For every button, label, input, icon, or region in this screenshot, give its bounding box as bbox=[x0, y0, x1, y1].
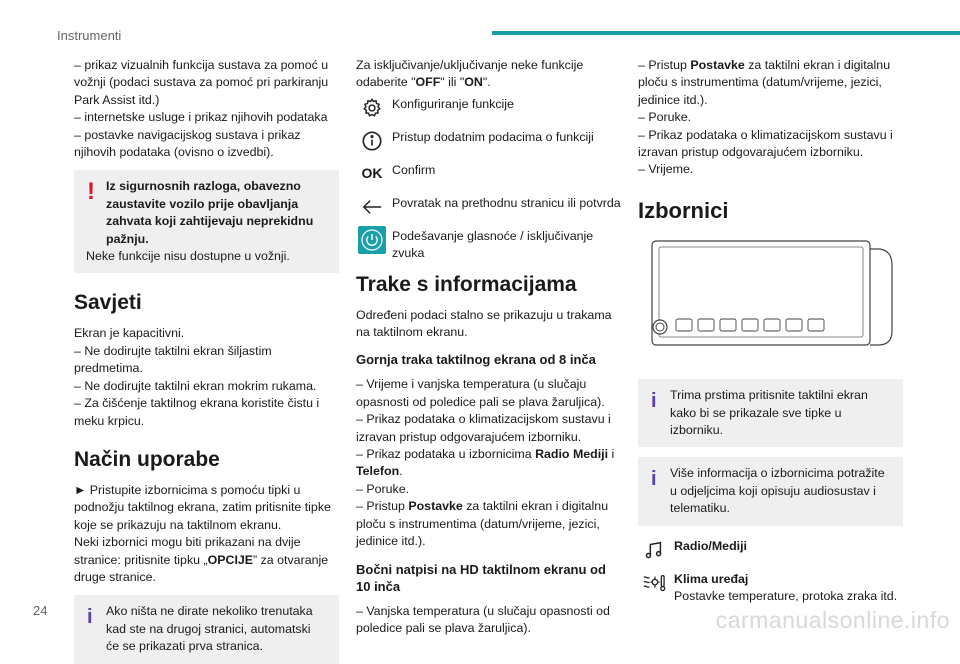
info-text: Trima prstima pritisnite taktilni ekran kako bi se prikazale sve tipke u izborniku. bbox=[670, 388, 868, 438]
function-label: Konfiguriranje funkcije bbox=[392, 96, 514, 111]
text-line: – internetske usluge i prikaz njihovih podataka bbox=[74, 110, 328, 125]
info-text: Ako ništa ne dirate nekoliko trenutaka kad ste na drugoj stranici, automatski će se prikazati prva stranica. bbox=[106, 604, 313, 654]
function-row-power bbox=[356, 226, 621, 263]
column-3 bbox=[638, 57, 903, 609]
text-line: – Za čišćenje taktilnog ekrana koristite čistu i meku krpicu. bbox=[74, 396, 320, 428]
gear-icon bbox=[356, 94, 388, 122]
back-arrow-icon bbox=[356, 193, 388, 221]
text-line: – Vrijeme i vanjska temperatura (u slučaju opasnosti od poledice pali se plava žaruljica). bbox=[356, 377, 605, 409]
text-paragraph: Određeni podaci stalno se prikazuju u trakama na taktilnom ekranu. bbox=[356, 307, 612, 340]
text-line: – Pristup Postavke za taktilni ekran i digitalnu ploču s instrumentima (datum/vrijeme, jezici, jedinice itd.). bbox=[356, 499, 609, 549]
accent-bar bbox=[492, 31, 960, 35]
function-label: Confirm bbox=[392, 162, 436, 177]
warning-box bbox=[74, 170, 339, 273]
heading-nacin-uporabe: Način uporabe bbox=[74, 447, 220, 471]
function-row-ok bbox=[356, 160, 621, 190]
menu-label: Radio/Mediji bbox=[674, 538, 747, 553]
watermark-text: carmanualsonline.info bbox=[715, 607, 950, 633]
warning-text: Neke funkcije nisu dostupne u vožnji. bbox=[86, 249, 290, 264]
ok-icon: OK bbox=[361, 165, 383, 182]
text-line: – Pristup Postavke za taktilni ekran i digitalnu ploču s instrumentima (datum/vrijeme, jezici, jedinice itd.). bbox=[638, 58, 891, 107]
function-row-back bbox=[356, 193, 621, 223]
column-2 bbox=[356, 57, 621, 637]
menu-radio-mediji bbox=[638, 536, 903, 566]
text-line: – Prikaz podataka o klimatizacijskom sustavu i izravan pristup odgovarajućem izborniku. bbox=[356, 412, 611, 444]
heading-gornja-traka: Gornja traka taktilnog ekrana od 8 inča bbox=[356, 352, 596, 368]
heading-savjeti: Savjeti bbox=[74, 291, 142, 315]
function-label: Podešavanje glasnoće / isključivanje zvuka bbox=[392, 228, 594, 261]
text-paragraph: ► Pristupite izbornicima s pomoću tipki u podnožju taktilnog ekrana, zatim pritisnite tipke koje se prikazuju na taktilnom ekranu. bbox=[74, 482, 331, 532]
function-row-info bbox=[356, 127, 621, 157]
music-note-icon bbox=[638, 536, 670, 564]
text-line: – Prikaz podataka u izbornicima Radio Mediji i Telefon. bbox=[356, 447, 615, 479]
function-row-configure bbox=[356, 94, 621, 124]
heading-trake: Trake s informacijama bbox=[356, 272, 577, 296]
text-line: – Prikaz podataka o klimatizacijskom sustavu i izravan pristup odgovarajućem izborniku. bbox=[638, 127, 893, 160]
text-paragraph: Neki izbornici mogu biti prikazani na dvije stranice: pritisnite tipku „OPCIJE” za otvaranje druge stranice. bbox=[74, 535, 329, 584]
menu-description: Postavke temperature, protoka zraka itd. bbox=[674, 589, 898, 604]
page-number: 24 bbox=[33, 603, 48, 618]
text-line: – prikaz vizualnih funkcija sustava za pomoć u vožnji (podaci sustava za pomoć pri parkiranju Park Assist itd.) bbox=[74, 58, 329, 107]
warning-bold-text: Iz sigurnosnih razloga, obavezno zaustavite vozilo prije obavljanja zahvata koji zahtijevaju neprekidnu pažnju. bbox=[106, 179, 314, 246]
menu-label: Klima uređaj bbox=[674, 571, 749, 586]
text-line: – Vanjska temperatura (u slučaju opasnosti od poledice pali se plava žaruljica). bbox=[356, 603, 610, 635]
text-line: – postavke navigacijskog sustava i prikaz njihovih podataka (ovisno o izvedbi). bbox=[74, 127, 301, 160]
power-icon bbox=[356, 226, 388, 254]
info-icon: i bbox=[651, 468, 657, 491]
info-box-three-fingers bbox=[638, 379, 903, 447]
heading-izbornici: Izbornici bbox=[638, 197, 729, 223]
climate-icon bbox=[638, 569, 670, 597]
text-line: – Ne dodirujte taktilni ekran šiljastim predmetima. bbox=[74, 343, 272, 376]
info-box-more-info bbox=[638, 457, 903, 525]
info-icon: i bbox=[87, 606, 93, 629]
info-text: Više informacija o izbornicima potražite u odjeljcima koji opisuju audiosustav i telematiku. bbox=[670, 466, 885, 516]
text-line: – Poruke. bbox=[638, 110, 692, 125]
heading-bocni-natpisi: Bočni natpisi na HD taktilnom ekranu od 10 inča bbox=[356, 561, 606, 594]
text-line: Ekran je kapacitivni. bbox=[74, 326, 185, 341]
text-line: – Poruke. bbox=[356, 481, 410, 496]
function-label: Povratak na prethodnu stranicu ili potvrda bbox=[392, 195, 621, 210]
function-label: Pristup dodatnim podacima o funkciji bbox=[392, 129, 594, 144]
touchscreen-illustration bbox=[638, 235, 903, 355]
column-1 bbox=[74, 57, 339, 664]
text-line: – Vrijeme. bbox=[638, 162, 694, 177]
warning-icon: ! bbox=[87, 178, 95, 206]
info-icon: i bbox=[651, 390, 657, 413]
section-title: Instrumenti bbox=[57, 28, 122, 43]
info-box bbox=[74, 595, 339, 663]
text-line: – Ne dodirujte taktilni ekran mokrim rukama. bbox=[74, 378, 317, 393]
intro-text: Za isključivanje/uključivanje neke funkcije odaberite "OFF" ili "ON". bbox=[356, 58, 584, 90]
info-circle-icon bbox=[356, 127, 388, 155]
menu-klima bbox=[638, 569, 903, 606]
